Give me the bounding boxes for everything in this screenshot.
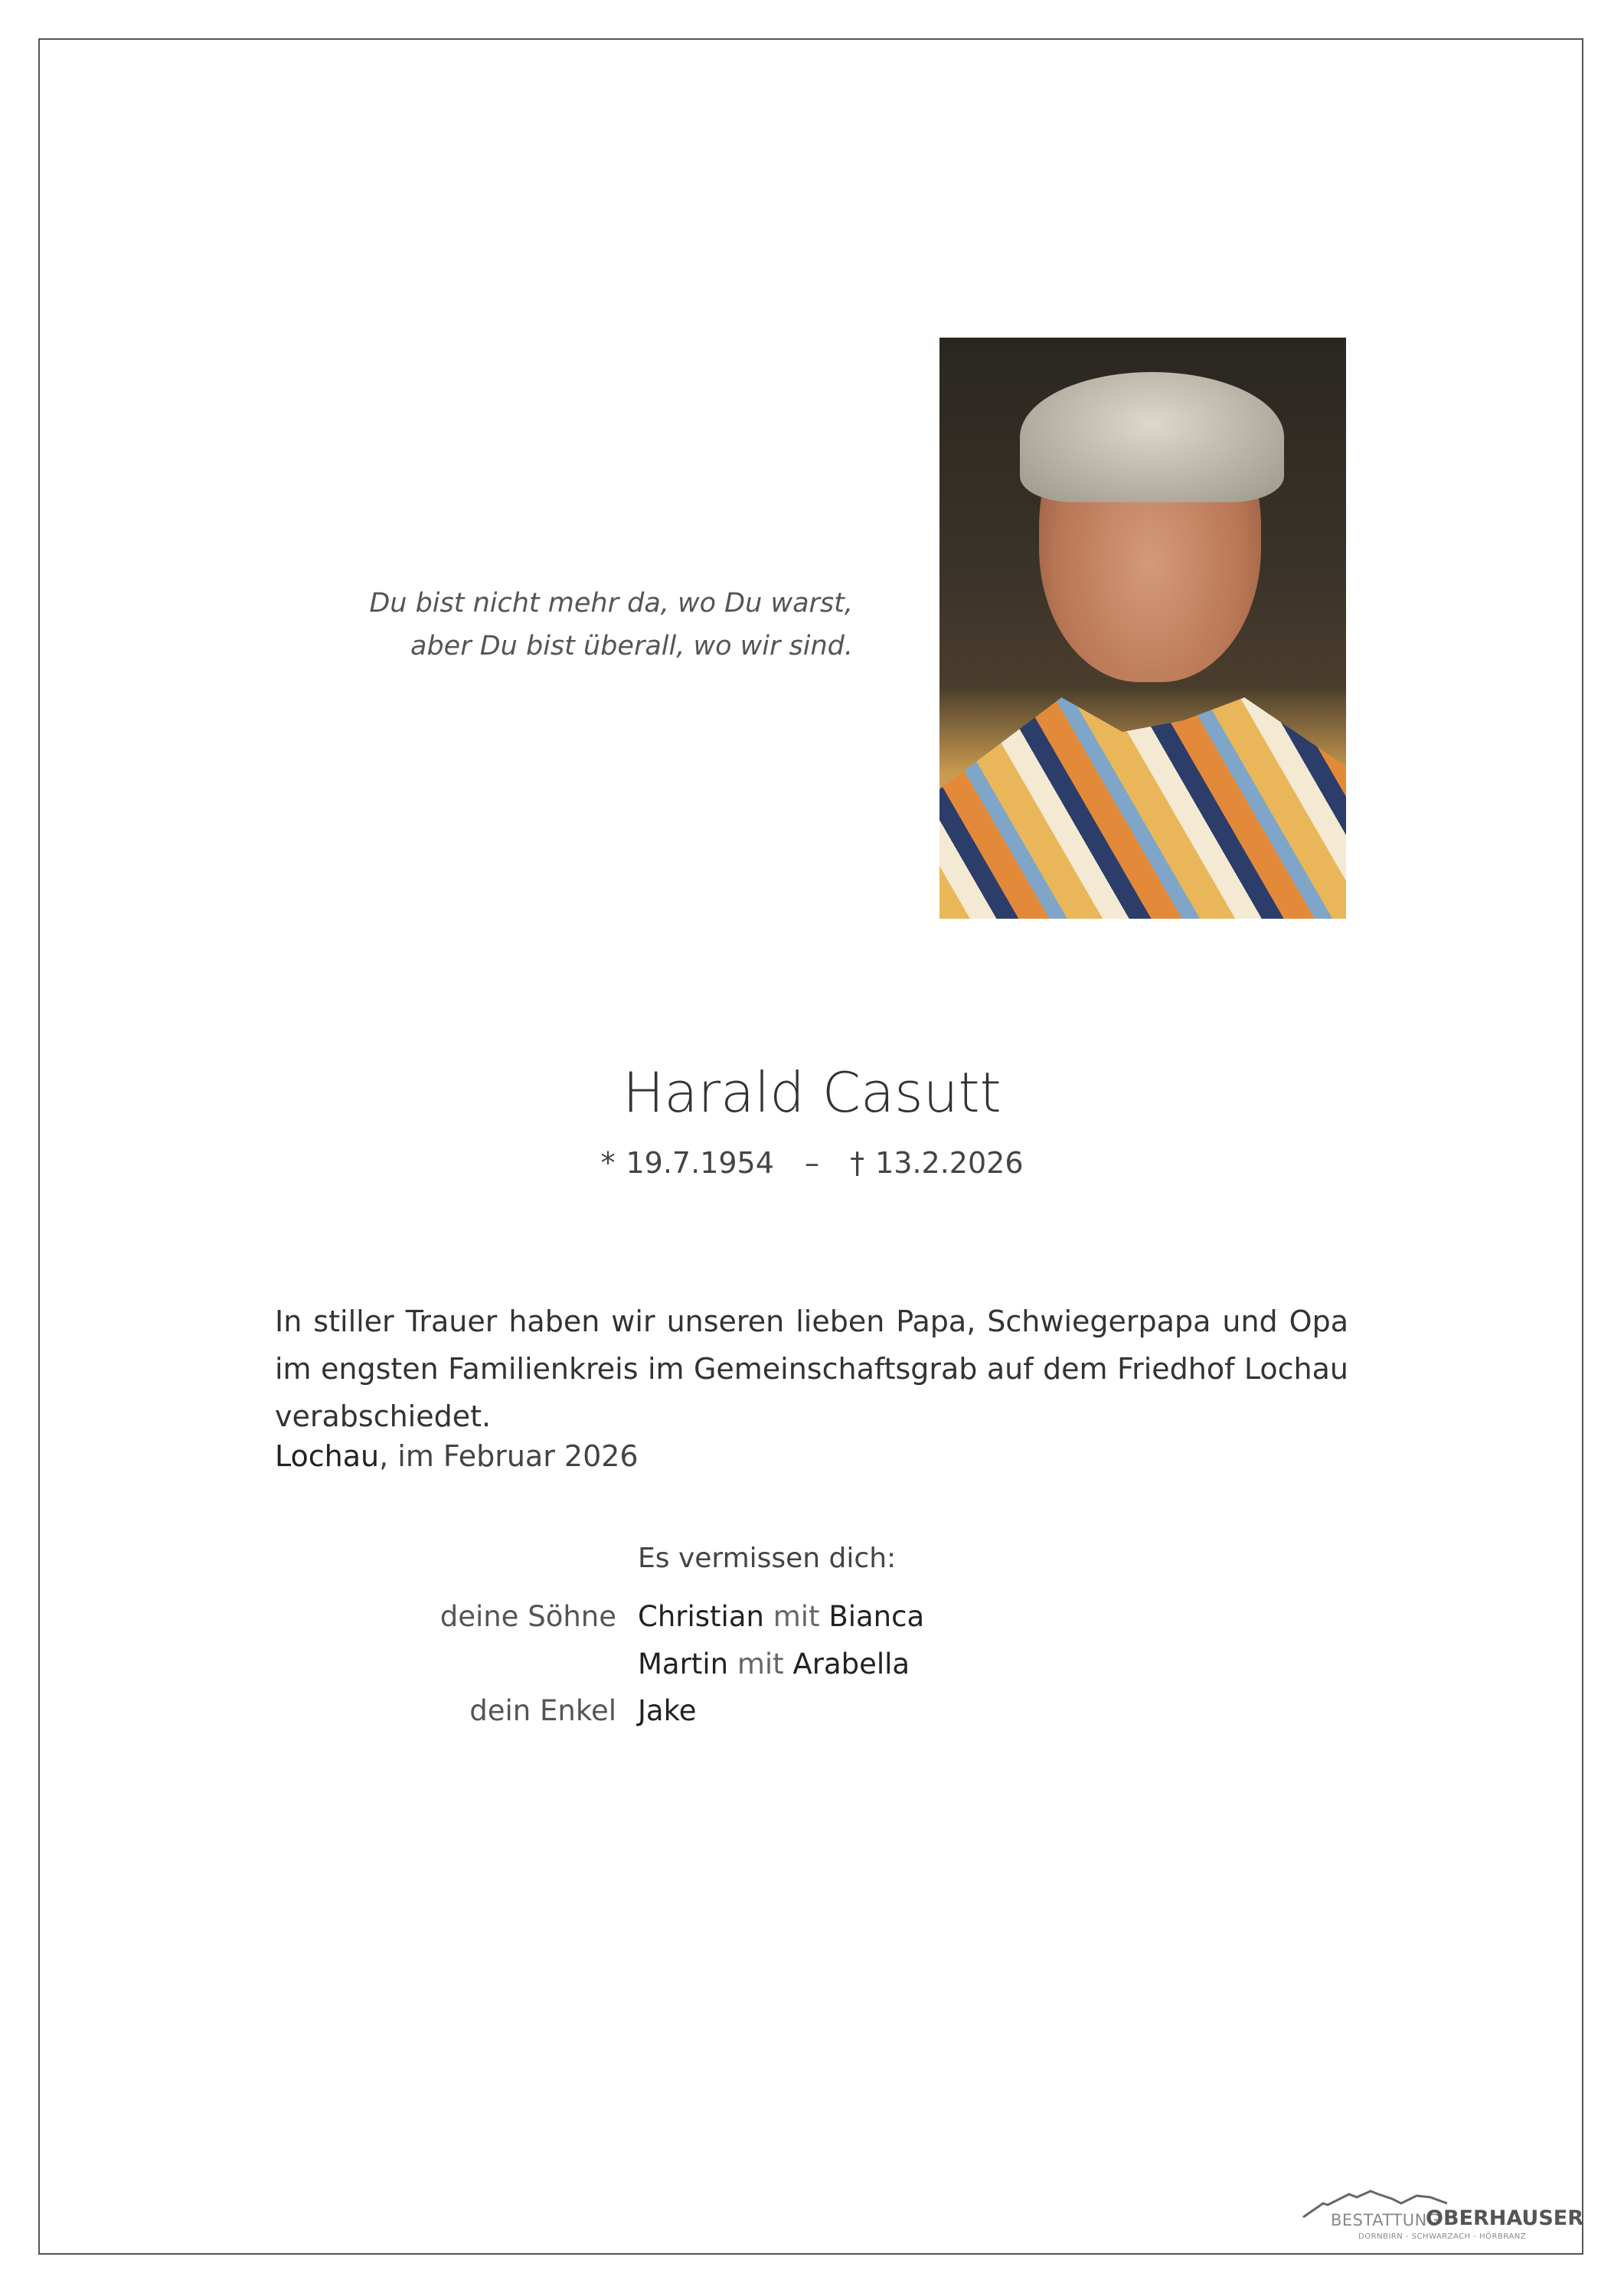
quote-line-2: aber Du bist überall, wo wir sind. — [410, 631, 853, 661]
date-separator: – — [805, 1146, 819, 1180]
mourner-partner: Bianca — [828, 1600, 925, 1633]
deceased-name: Harald Casutt — [622, 1060, 1002, 1125]
mourner-name: Martin — [638, 1648, 729, 1680]
logo-locations: DORNBIRN - SCHWARZACH - HÖRBRANZ — [1358, 2232, 1527, 2241]
mourner-partner: Arabella — [792, 1648, 910, 1680]
life-dates — [0, 1146, 1624, 1180]
mourner-row — [0, 1694, 1624, 1740]
logo-brand: OBERHAUSER — [1426, 2206, 1584, 2230]
announcement-text: In stiller Trauer haben wir unseren lieben Papa, Schwiegerpapa und Opa im engsten Familienkreis im Gemeinschaftsgrab auf dem Friedhof Lochau verabschiedet. — [275, 1305, 1348, 1433]
place-date — [275, 1439, 639, 1473]
mourner-row — [0, 1600, 1624, 1646]
birth-date: 19.7.1954 — [626, 1146, 774, 1180]
mourner-row — [0, 1648, 1624, 1693]
place-town: Lochau — [275, 1439, 380, 1473]
mourner-relation: deine Söhne — [439, 1600, 616, 1633]
birth-symbol: * — [600, 1146, 616, 1180]
death-date: 13.2.2026 — [875, 1146, 1024, 1180]
mourner-mit: mit — [737, 1648, 784, 1680]
mourner-name: Christian — [638, 1600, 764, 1633]
memorial-quote — [369, 582, 853, 668]
quote-line-1: Du bist nicht mehr da, wo Du warst, — [369, 588, 853, 619]
mourner-relation: dein Enkel — [469, 1694, 616, 1727]
mourners-intro: Es vermissen dich: — [638, 1543, 897, 1574]
death-symbol: † — [850, 1146, 865, 1180]
funeral-home-logo — [1302, 2188, 1584, 2243]
place-date-rest: , im Februar 2026 — [379, 1439, 639, 1473]
portrait-photo — [939, 338, 1346, 919]
logo-prefix: BESTATTUNG — [1331, 2211, 1440, 2229]
mourner-mit: mit — [773, 1600, 820, 1633]
mourner-name: Jake — [638, 1694, 697, 1727]
